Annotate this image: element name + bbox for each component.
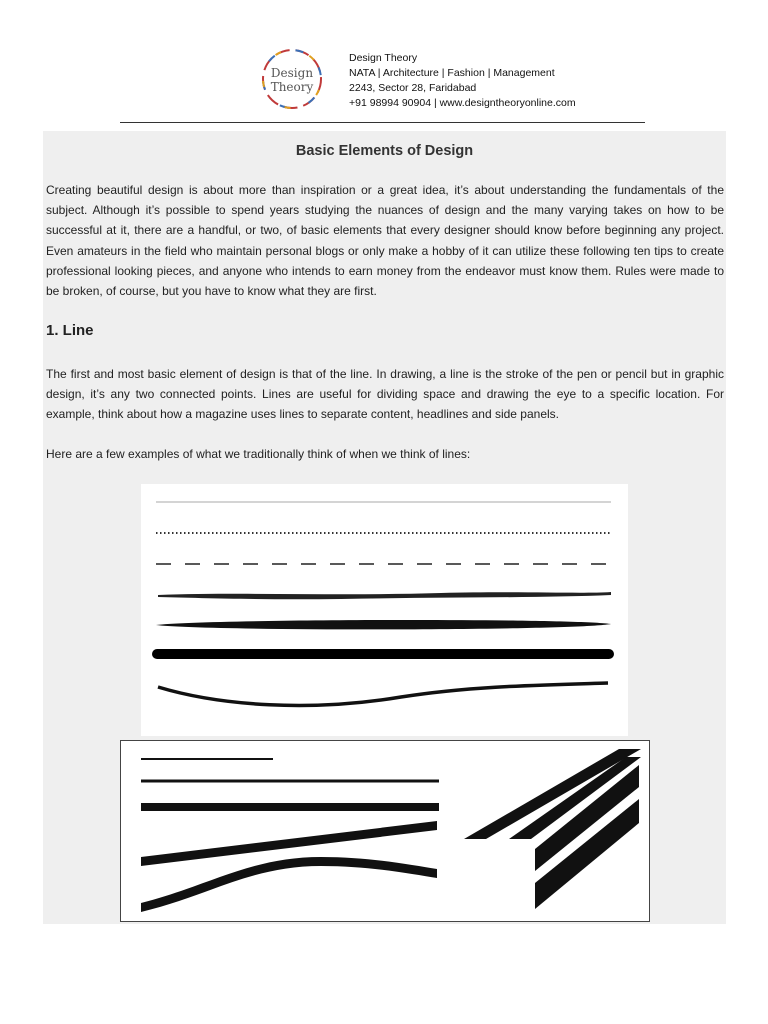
phone-website: +91 98994 90904 | www.designtheoryonline.com: [349, 97, 576, 109]
line-examples-figure: [141, 484, 628, 736]
contact-block: [349, 51, 576, 111]
company-name: Design Theory: [349, 52, 418, 64]
brush-line: [158, 592, 611, 599]
address: 2243, Sector 28, Faridabad: [349, 82, 477, 94]
logo-ring-icon: [260, 47, 324, 111]
intro-paragraph: Creating beautiful design is about more than inspiration or a great idea, it’s about understanding the fundamentals of the subject. Although it’s possible to spend years studying the nuances of design and the many varying takes on how to be successful at it, there are a handful, or two, of basic elements that every designer should know before beginning any project. Even amateurs in the field who maintain personal blogs or only make a hobby of it can utilize these following ten tips to create professional looking pieces, and anyone who intends to earn money from the endeavor must know them. Rules were made to be broken, of course, but you have to know what they are first.: [46, 183, 724, 299]
line-paragraph: The first and most basic element of design is that of the line. In drawing, a line is the stroke of the pen or pencil but in graphic design, it’s any two connected points. Lines are useful for dividing space and drawing the eye to a specific location. For example, think about how a magazine uses lines to separate content, headlines and side panels.: [46, 367, 724, 422]
document-body: [43, 131, 726, 924]
logo-text-top: Design: [270, 66, 314, 80]
section-heading-line: 1. Line: [46, 322, 94, 339]
line-variations-figure: [120, 740, 650, 922]
document-header: [0, 0, 768, 130]
page-title: Basic Elements of Design: [295, 143, 474, 159]
tagline: NATA | Architecture | Fashion | Management: [349, 67, 555, 79]
tapered-line: [156, 620, 611, 629]
design-theory-logo: [260, 47, 324, 111]
header-divider: [120, 122, 645, 123]
examples-intro: Here are a few examples of what we traditionally think of when we think of lines:: [46, 447, 471, 461]
wave-band: [141, 857, 437, 912]
curved-line: [158, 683, 608, 705]
logo-text-bottom: Theory: [270, 80, 314, 94]
